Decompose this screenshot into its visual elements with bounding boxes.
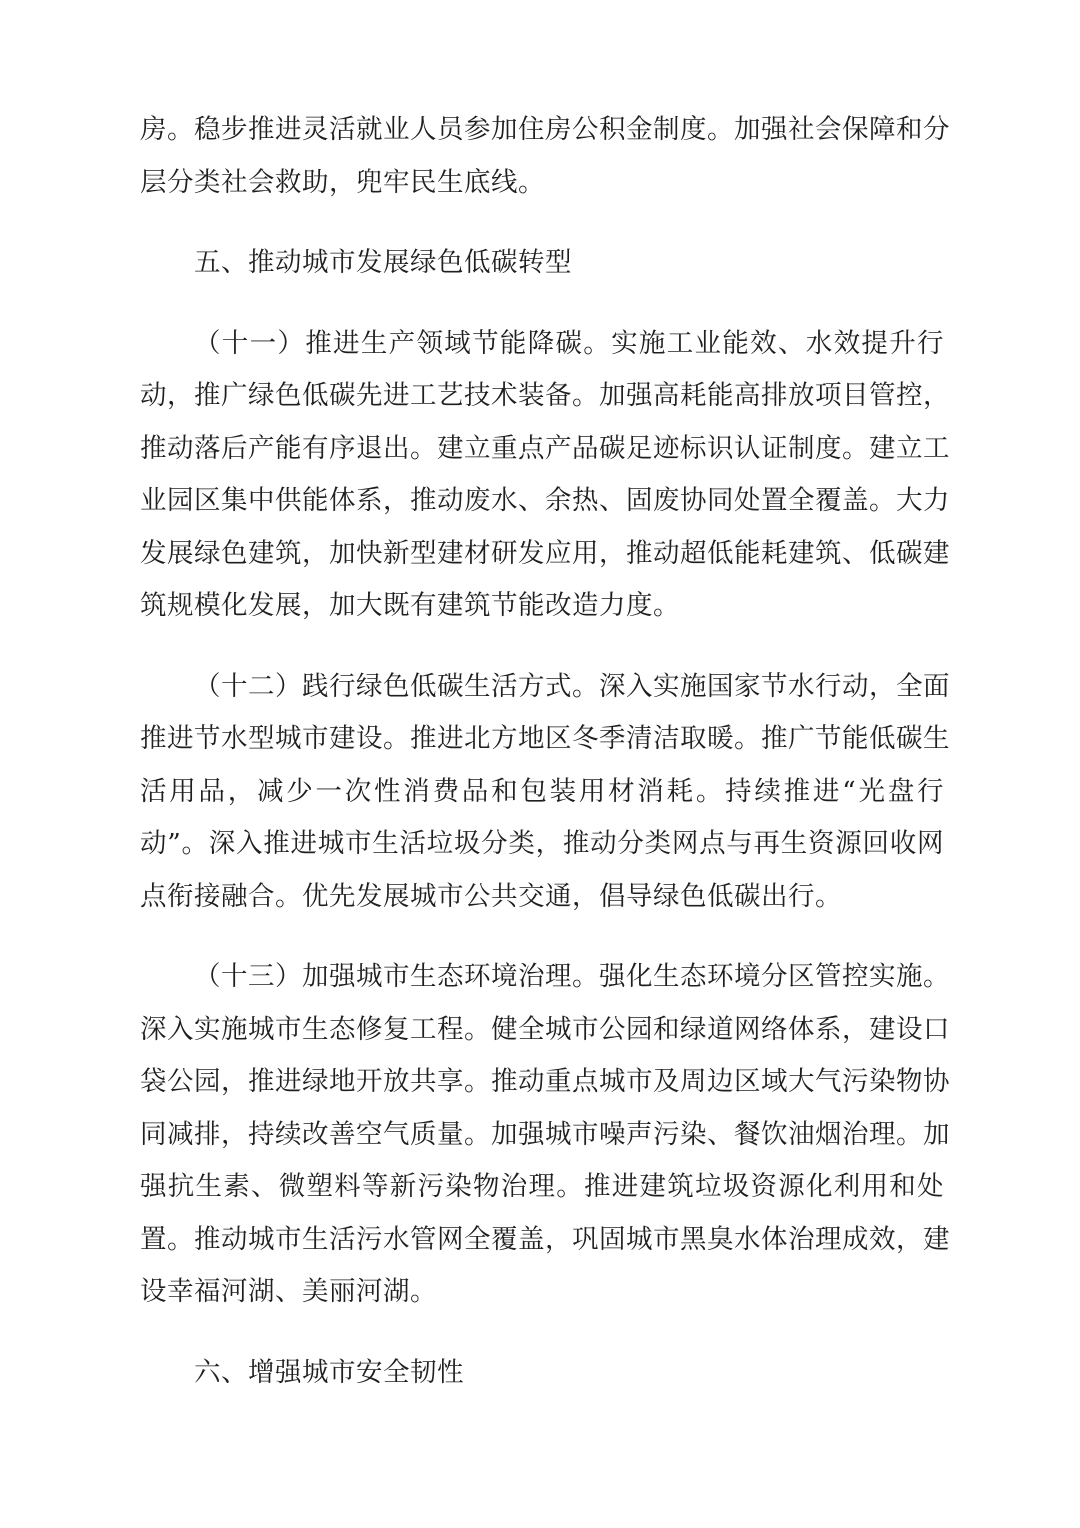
paragraph-line: （十一）推进生产领域节能降碳。实施工业能效、水效提升行 [194, 327, 944, 359]
paragraph-line: 袋公园，推进绿地开放共享。推动重点城市及周边区域大气污染物协 [140, 1066, 950, 1097]
document-body [140, 104, 950, 1399]
paragraph-line: 活用品，减少一次性消费品和包装用材消耗。持续推进“光盘行 [140, 775, 944, 807]
paragraph-line: 推进节水型城市建设。推进北方地区冬季清洁取暖。推广节能低碳生 [140, 723, 950, 754]
paragraph-line: 深入实施城市生态修复工程。健全城市公园和绿道网络体系，建设口 [140, 1013, 950, 1045]
paragraph-line: 点衔接融合。优先发展城市公共交通，倡导绿色低碳出行。 [140, 880, 842, 912]
paragraph-line: （十三）加强城市生态环境治理。强化生态环境分区管控实施。 [194, 961, 950, 992]
paragraph-line: 层分类社会救助，兜牢民生底线。 [140, 166, 545, 198]
paragraph-line: 房。稳步推进灵活就业人员参加住房公积金制度。加强社会保障和分 [140, 114, 950, 145]
paragraph-line: 动”。深入推进城市生活垃圾分类，推动分类网点与再生资源回收网 [140, 828, 944, 859]
paragraph-line: 置。推动城市生活污水管网全覆盖，巩固城市黑臭水体治理成效，建 [140, 1223, 950, 1255]
paragraph-line: 设幸福河湖、美丽河湖。 [140, 1276, 437, 1307]
section-heading-5: 五、推动城市发展绿色低碳转型 [194, 247, 572, 278]
section-heading-6: 六、增强城市安全韧性 [194, 1356, 464, 1388]
paragraph-line: 业园区集中供能体系，推动废水、余热、固废协同处置全覆盖。大力 [140, 485, 950, 516]
paragraph-line: 动，推广绿色低碳先进工艺技术装备。加强高耗能高排放项目管控， [140, 380, 950, 411]
paragraph-intro [140, 104, 950, 209]
paragraph-line: （十二）践行绿色低碳生活方式。深入实施国家节水行动，全面 [194, 670, 950, 702]
paragraph-line: 同减排，持续改善空气质量。加强城市噪声污染、餐饮油烟治理。加 [140, 1118, 950, 1150]
paragraph-12 [140, 661, 950, 924]
paragraph-line: 强抗生素、微塑料等新污染物治理。推进建筑垃圾资源化利用和处 [140, 1171, 944, 1202]
paragraph-line: 推动落后产能有序退出。建立重点产品碳足迹标识认证制度。建立工 [140, 432, 950, 464]
paragraph-11 [140, 318, 950, 633]
paragraph-13 [140, 951, 950, 1319]
paragraph-line: 筑规模化发展，加大既有建筑节能改造力度。 [140, 590, 680, 621]
paragraph-line: 发展绿色建筑，加快新型建材研发应用，推动超低能耗建筑、低碳建 [140, 537, 950, 569]
